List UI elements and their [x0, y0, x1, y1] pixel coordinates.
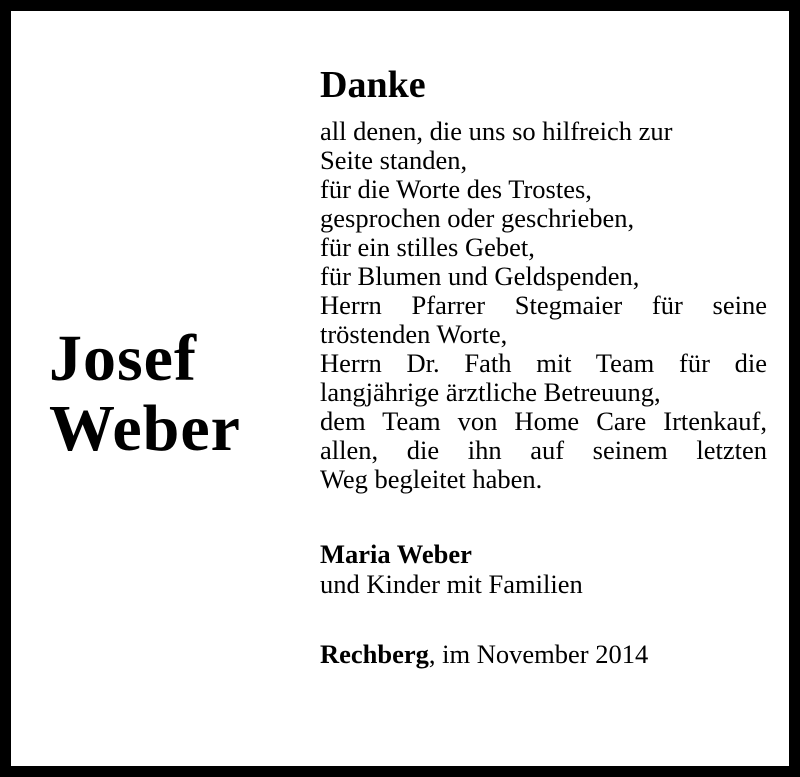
text-line: langjährige ärztliche Betreuung,	[320, 377, 661, 407]
text-line: all denen, die uns so hilfreich zur	[320, 116, 673, 146]
text-line: Herrn Pfarrer Stegmaier für seine	[320, 290, 767, 320]
text-line: Seite standen,	[320, 145, 468, 175]
text-line: gesprochen oder geschrieben,	[320, 203, 635, 233]
date-text: , im November 2014	[428, 639, 649, 669]
signature-block	[320, 539, 767, 599]
text-line: Herrn Dr. Fath mit Team für die	[320, 348, 767, 378]
text-line: allen, die ihn auf seinem letzten	[320, 435, 767, 465]
thanks-section	[320, 63, 767, 669]
text-line: für ein stilles Gebet,	[320, 232, 535, 262]
signature-name: Maria Weber	[320, 539, 472, 569]
place-name: Rechberg	[320, 639, 429, 669]
thanks-heading: Danke	[320, 64, 426, 106]
first-name: Josef	[49, 322, 197, 395]
text-line: für die Worte des Trostes,	[320, 174, 592, 204]
thanks-text	[320, 117, 767, 494]
text-line: Weg begleitet haben.	[320, 464, 543, 494]
place-date	[320, 639, 767, 669]
last-name: Weber	[49, 392, 241, 465]
signature-family: und Kinder mit Familien	[320, 569, 583, 599]
text-line: tröstenden Worte,	[320, 319, 508, 349]
text-line: für Blumen und Geldspenden,	[320, 261, 640, 291]
text-line: dem Team von Home Care Irtenkauf,	[320, 406, 767, 436]
deceased-name	[49, 324, 289, 464]
